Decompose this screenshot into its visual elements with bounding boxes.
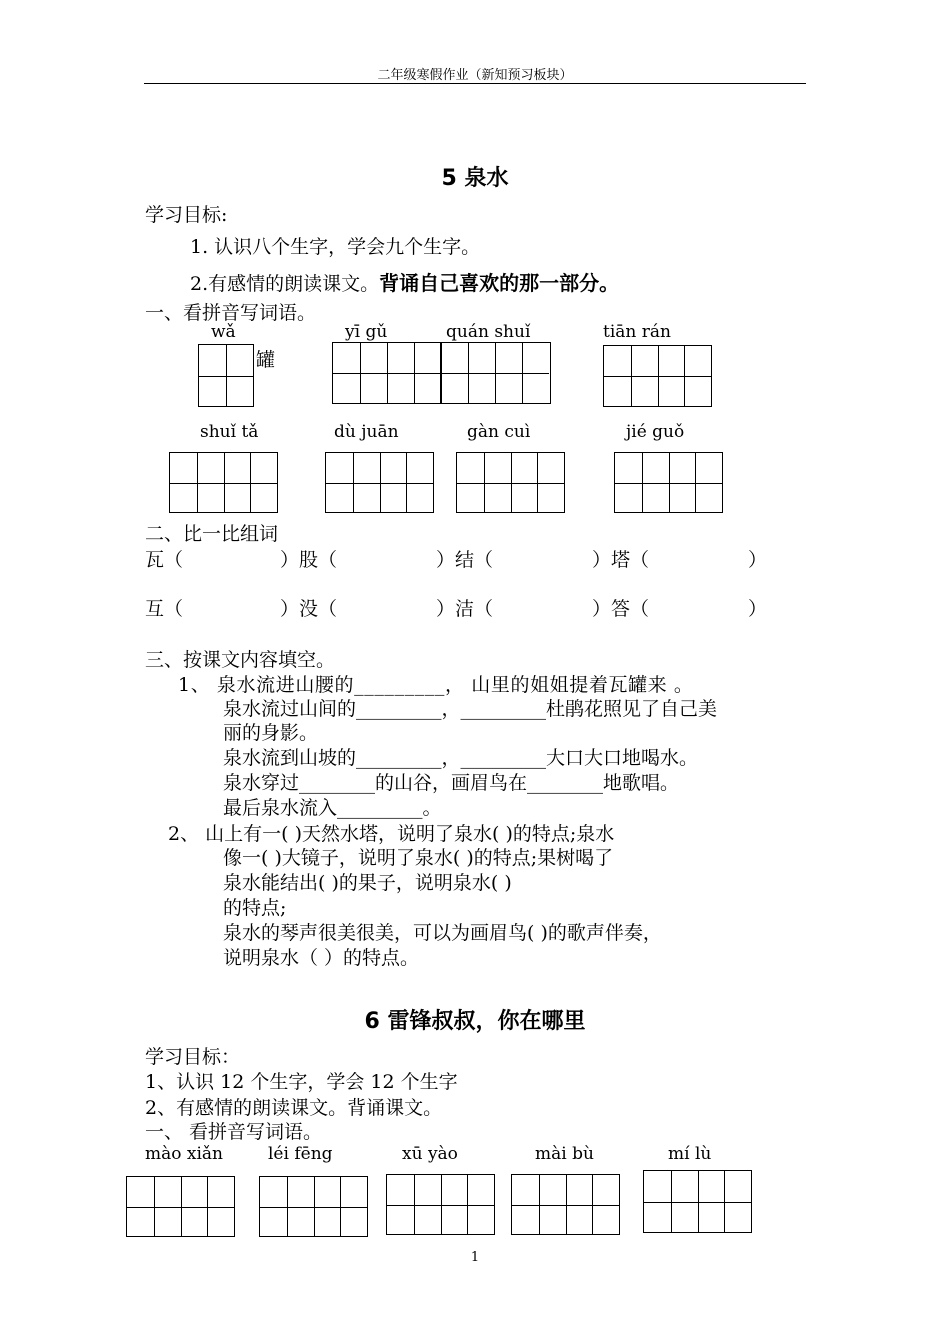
char-cell[interactable] [604, 346, 631, 406]
compare-item: ）洁（ [436, 598, 494, 620]
char-cell[interactable] [658, 346, 685, 406]
lesson5-goal-2 [190, 267, 619, 296]
fill-line: 泉水的琴声很美很美，可以为画眉鸟( )的歌声伴奏， [223, 922, 662, 944]
char-cell[interactable] [260, 1177, 287, 1236]
pinyin-maoxian: mào xiǎn [145, 1144, 224, 1164]
char-grid-wa[interactable] [198, 344, 254, 407]
char-cell[interactable] [511, 453, 538, 512]
compare-item: ）答（ [592, 598, 650, 620]
char-cell[interactable] [669, 453, 696, 512]
char-cell[interactable] [199, 345, 226, 406]
pinyin-jieguo: jié guǒ [626, 422, 685, 442]
fill-line: 像一( )大镜子，说明了泉水( )的特点;果树喝了 [223, 847, 614, 869]
fill-line: 泉水穿过________的山谷，画眉鸟在________地歌唱。 [223, 772, 680, 794]
char-grid-tianran[interactable] [603, 345, 712, 407]
char-cell[interactable] [644, 1171, 671, 1232]
char-cell[interactable] [226, 345, 253, 406]
fill-line: 说明泉水（ ）的特点。 [223, 947, 420, 969]
char-cell[interactable] [326, 453, 353, 512]
lesson5-goal-1: 1. 认识八个生字，学会九个生字。 [190, 236, 481, 258]
char-grid-maoxian[interactable] [126, 1176, 235, 1237]
pinyin-maibu: mài bù [535, 1144, 594, 1164]
char-cell[interactable] [537, 453, 564, 512]
char-cell[interactable] [684, 346, 711, 406]
lesson6-section-1: 一、 看拼音写词语。 [145, 1121, 323, 1143]
pinyin-shuita: shuǐ tǎ [200, 422, 259, 442]
char-grid-leifeng[interactable] [259, 1176, 368, 1237]
fill-line: 2、 山上有一( )天然水塔，说明了泉水( )的特点;泉水 [168, 823, 615, 845]
char-cell[interactable] [457, 453, 484, 512]
char-grid-maibu[interactable] [511, 1174, 620, 1235]
char-cell[interactable] [181, 1177, 208, 1236]
lesson5-section-1: 一、看拼音写词语。 [145, 302, 317, 324]
char-grid-yigu-quanshui[interactable] [332, 342, 551, 404]
pinyin-dujuan: dù juān [334, 422, 399, 442]
char-cell[interactable] [170, 453, 197, 512]
compare-item: ）没（ [280, 598, 338, 620]
compare-item: 互（ [145, 598, 184, 620]
char-grid-dujuan[interactable] [325, 452, 434, 513]
char-cell[interactable] [224, 453, 251, 512]
fill-line: 最后泉水流入_________。 [223, 797, 442, 819]
lesson5-goals-label: 学习目标: [145, 204, 228, 226]
fill-line: 泉水流过山间的_________，_________杜鹃花照见了自己美 [223, 698, 718, 720]
char-cell[interactable] [512, 1175, 539, 1234]
char-cell[interactable] [671, 1171, 698, 1232]
char-cell[interactable] [566, 1175, 593, 1234]
compare-item: ）结（ [436, 549, 494, 571]
char-cell[interactable] [441, 343, 468, 403]
char-cell[interactable] [695, 453, 722, 512]
lesson6-goal-1: 1、认识 12 个生字，学会 12 个生字 [145, 1071, 458, 1093]
compare-item: ）股（ [280, 549, 338, 571]
char-cell[interactable] [615, 453, 642, 512]
compare-item: 瓦（ [145, 549, 184, 571]
pinyin-quanshui: quán shuǐ [446, 322, 531, 342]
char-cell[interactable] [333, 343, 360, 403]
char-cell[interactable] [207, 1177, 234, 1236]
char-cell[interactable] [380, 453, 407, 512]
fill-line: 的特点; [223, 897, 287, 919]
pinyin-tianran: tiān rán [603, 322, 671, 342]
char-cell[interactable] [197, 453, 224, 512]
lesson5-title: 5 泉水 [441, 166, 509, 191]
char-cell[interactable] [250, 453, 277, 512]
char-grid-shuita[interactable] [169, 452, 278, 513]
char-cell[interactable] [592, 1175, 619, 1234]
pinyin-leifeng: léi fēng [268, 1144, 333, 1164]
lesson6-goals-label: 学习目标： [145, 1046, 241, 1068]
char-cell[interactable] [406, 453, 433, 512]
char-cell[interactable] [724, 1171, 751, 1232]
fill-line: 泉水能结出( )的果子，说明泉水( ) [223, 872, 512, 894]
pinyin-milu: mí lù [668, 1144, 712, 1164]
goal-2-bold-text: 背诵自己喜欢的那一部分。 [379, 271, 620, 295]
char-cell[interactable] [642, 453, 669, 512]
char-cell[interactable] [631, 346, 658, 406]
char-cell[interactable] [414, 343, 441, 403]
char-cell[interactable] [441, 1175, 468, 1234]
goal-2-text: 2.有感情的朗读课文。 [190, 273, 380, 295]
char-cell[interactable] [698, 1171, 725, 1232]
page-header: 二年级寒假作业（新知预习板块） [377, 68, 573, 83]
char-cell[interactable] [387, 1175, 414, 1234]
char-cell[interactable] [360, 343, 387, 403]
pinyin-gancui: gàn cuì [467, 422, 531, 442]
page-number: 1 [470, 1250, 480, 1265]
compare-item: ） [748, 549, 768, 571]
char-cell[interactable] [127, 1177, 154, 1236]
char-cell[interactable] [539, 1175, 566, 1234]
char-cell[interactable] [287, 1177, 314, 1236]
char-cell[interactable] [484, 453, 511, 512]
compare-item: ）塔（ [592, 549, 650, 571]
pinyin-wa: wǎ [211, 322, 236, 342]
char-cell[interactable] [387, 343, 414, 403]
header-rule [144, 83, 806, 84]
char-cell[interactable] [314, 1177, 341, 1236]
char-cell[interactable] [154, 1177, 181, 1236]
char-cell[interactable] [468, 343, 495, 403]
char-cell[interactable] [353, 453, 380, 512]
char-cell[interactable] [495, 343, 522, 403]
lesson6-goal-2: 2、有感情的朗读课文。背诵课文。 [145, 1097, 443, 1119]
fill-line: 1、 泉水流进山腰的_________， 山里的姐姐提着瓦罐来 。 [178, 674, 694, 696]
char-grid-milu[interactable] [643, 1170, 752, 1233]
fill-line: 丽的身影。 [223, 722, 319, 744]
lesson5-section-3: 三、按课文内容填空。 [145, 649, 336, 671]
fill-line: 泉水流到山坡的_________，_________大口大口地喝水。 [223, 747, 699, 769]
char-cell[interactable] [522, 343, 549, 403]
char-grid-xuyao[interactable] [386, 1174, 495, 1235]
char-cell[interactable] [340, 1177, 367, 1236]
char-grid-gancui[interactable] [456, 452, 565, 513]
char-cell[interactable] [414, 1175, 441, 1234]
char-grid-jieguo[interactable] [614, 452, 723, 513]
given-char-guan: 罐 [256, 349, 276, 371]
pinyin-yigu: yī gǔ [345, 322, 388, 342]
lesson5-section-2: 二、比一比组词 [145, 523, 279, 545]
compare-item: ） [748, 598, 768, 620]
lesson6-title: 6 雷锋叔叔，你在哪里 [364, 1009, 586, 1034]
pinyin-xuyao: xū yào [402, 1144, 458, 1164]
char-cell[interactable] [467, 1175, 494, 1234]
